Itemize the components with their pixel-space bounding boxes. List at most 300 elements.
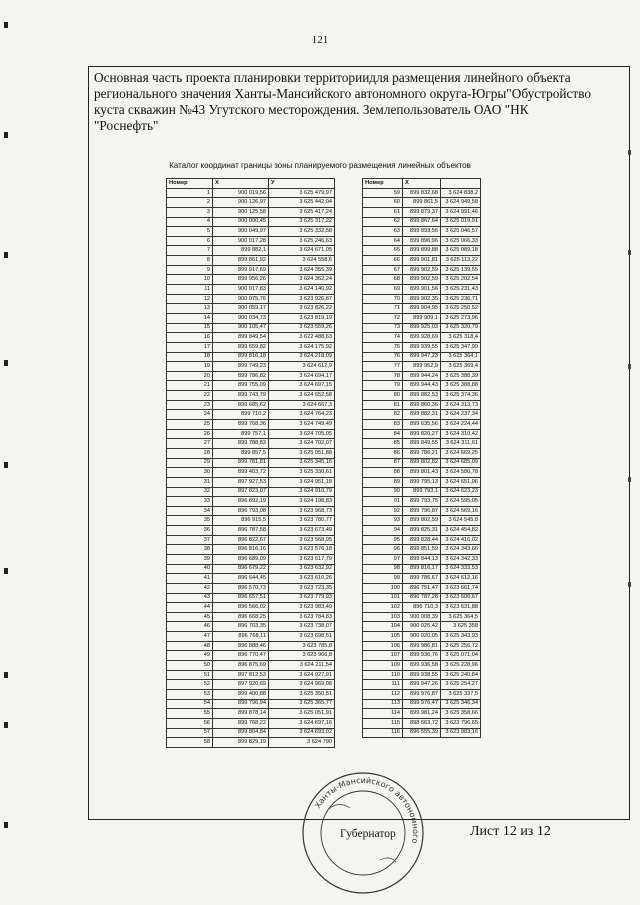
- y-coordinate-cell: 3 624 313,73: [441, 400, 481, 410]
- table-row: [363, 342, 481, 352]
- y-coordinate-cell: 3 625 417,24: [269, 207, 335, 217]
- y-coordinate-cell: 3 624 705,05: [269, 429, 335, 439]
- y-coordinate-cell: 3 625 051,91: [269, 709, 335, 719]
- y-coordinate-cell: 3 625 365,77: [269, 699, 335, 709]
- x-coordinate-cell: 900 020,05: [403, 632, 441, 642]
- point-number-cell: 55: [167, 709, 213, 719]
- x-coordinate-cell: 900 025,42: [403, 622, 441, 632]
- point-number-cell: 6: [167, 236, 213, 246]
- y-coordinate-cell: 3 625 051,88: [269, 448, 335, 458]
- y-coordinate-cell: 3 625 358,66: [441, 709, 481, 719]
- sheet-number: Лист 12 из 12: [470, 824, 551, 839]
- point-number-cell: 82: [363, 410, 403, 420]
- scan-binding-mark: [628, 150, 631, 155]
- table-row: [363, 680, 481, 690]
- column-header-y: У: [269, 179, 335, 189]
- point-number-cell: 31: [167, 477, 213, 487]
- y-coordinate-cell: 3 625 479,97: [269, 188, 335, 198]
- y-coordinate-cell: 3 624 671,05: [269, 246, 335, 256]
- point-number-cell: 77: [363, 362, 403, 372]
- y-coordinate-cell: 3 624 951,18: [269, 477, 335, 487]
- point-number-cell: 74: [363, 333, 403, 343]
- x-coordinate-cell: 899 795,13: [403, 477, 441, 487]
- table-row: [363, 622, 481, 632]
- point-number-cell: 103: [363, 612, 403, 622]
- table-row: [167, 323, 335, 333]
- point-number-cell: 72: [363, 313, 403, 323]
- table-row: [167, 371, 335, 381]
- point-number-cell: 98: [363, 564, 403, 574]
- y-coordinate-cell: 3 624 558,6: [269, 256, 335, 266]
- table-row: [167, 207, 335, 217]
- table-row: [363, 506, 481, 516]
- point-number-cell: 81: [363, 400, 403, 410]
- point-number-cell: 71: [363, 304, 403, 314]
- x-coordinate-cell: 899 893,56: [403, 227, 441, 237]
- y-coordinate-cell: 3 624 454,82: [441, 526, 481, 536]
- coordinates-table-left: [166, 178, 335, 748]
- table-row: [167, 670, 335, 680]
- y-coordinate-cell: 3 624 623,23: [441, 487, 481, 497]
- table-row: [363, 313, 481, 323]
- x-coordinate-cell: 896 816,16: [213, 545, 269, 555]
- table-row: [363, 362, 481, 372]
- y-coordinate-cell: 3 624 651,96: [441, 477, 481, 487]
- y-coordinate-cell: 3 625 350,51: [269, 689, 335, 699]
- x-coordinate-cell: 899 882,53: [403, 391, 441, 401]
- column-header-number: Номер: [363, 179, 403, 189]
- y-coordinate-cell: 3 623 559,26: [269, 323, 335, 333]
- point-number-cell: 24: [167, 410, 213, 420]
- scan-binding-mark: [4, 822, 8, 828]
- y-coordinate-cell: 3 623 576,18: [269, 545, 335, 555]
- scan-binding-mark: [628, 477, 631, 482]
- x-coordinate-cell: 896 566,02: [213, 603, 269, 613]
- y-coordinate-cell: 3 625 202,54: [441, 275, 481, 285]
- table-row: [167, 352, 335, 362]
- y-coordinate-cell: 3 623 968,73: [269, 506, 335, 516]
- x-coordinate-cell: 896 768,11: [213, 632, 269, 642]
- table-row: [363, 554, 481, 564]
- x-coordinate-cell: 896 888,46: [213, 641, 269, 651]
- x-coordinate-cell: 899 829,19: [213, 738, 269, 748]
- point-number-cell: 23: [167, 400, 213, 410]
- table-row: [363, 391, 481, 401]
- scan-binding-mark: [628, 364, 631, 369]
- y-coordinate-cell: 3 624 198,83: [269, 497, 335, 507]
- point-number-cell: 69: [363, 285, 403, 295]
- point-number-cell: 92: [363, 506, 403, 516]
- table-row: [167, 217, 335, 227]
- x-coordinate-cell: 896 751,47: [403, 583, 441, 593]
- y-coordinate-cell: 3 624 342,33: [441, 554, 481, 564]
- table-row: [363, 227, 481, 237]
- scan-binding-mark: [4, 360, 8, 366]
- point-number-cell: 53: [167, 689, 213, 699]
- x-coordinate-cell: 899 781,81: [213, 458, 269, 468]
- table-row: [363, 333, 481, 343]
- point-number-cell: 105: [363, 632, 403, 642]
- table-row: [363, 410, 481, 420]
- x-coordinate-cell: 900 017,28: [213, 236, 269, 246]
- y-coordinate-cell: 3 623 632,92: [269, 564, 335, 574]
- table-row: [167, 285, 335, 295]
- y-coordinate-cell: 3 625 139,55: [441, 265, 481, 275]
- point-number-cell: 8: [167, 256, 213, 266]
- x-coordinate-cell: 899 755,09: [213, 381, 269, 391]
- point-number-cell: 50: [167, 661, 213, 671]
- y-coordinate-cell: 3 624 685,09: [441, 458, 481, 468]
- table-row: [363, 545, 481, 555]
- x-coordinate-cell: 899 944,24: [403, 371, 441, 381]
- table-row: [167, 265, 335, 275]
- point-number-cell: 65: [363, 246, 403, 256]
- y-coordinate-cell: 3 624 838,2: [441, 188, 481, 198]
- table-row: [167, 689, 335, 699]
- y-coordinate-cell: 3 625 071,04: [441, 651, 481, 661]
- table-row: [167, 410, 335, 420]
- table-row: [363, 728, 481, 738]
- y-coordinate-cell: 3 625 388,88: [441, 381, 481, 391]
- table-row: [363, 574, 481, 584]
- table-row: [167, 699, 335, 709]
- y-coordinate-cell: 3 624 333,53: [441, 564, 481, 574]
- table-row: [363, 487, 481, 497]
- table-row: [363, 448, 481, 458]
- point-number-cell: 27: [167, 439, 213, 449]
- y-coordinate-cell: 3 625 236,71: [441, 294, 481, 304]
- header-line: Основная часть проекта планировки территориидля размещения линейного объекта: [94, 70, 571, 85]
- point-number-cell: 79: [363, 381, 403, 391]
- x-coordinate-cell: 896 822,67: [213, 535, 269, 545]
- x-coordinate-cell: 898 663,72: [403, 718, 441, 728]
- x-coordinate-cell: 896 570,73: [213, 583, 269, 593]
- x-coordinate-cell: 899 635,56: [403, 420, 441, 430]
- y-coordinate-cell: 3 622 488,63: [269, 333, 335, 343]
- x-coordinate-cell: 896 703,35: [213, 622, 269, 632]
- y-coordinate-cell: 3 624 612,9: [269, 362, 335, 372]
- x-coordinate-cell: 896 787,58: [213, 526, 269, 536]
- y-coordinate-cell: 3 624 749,49: [269, 420, 335, 430]
- x-coordinate-cell: 896 689,09: [213, 554, 269, 564]
- x-coordinate-cell: 899 902,59: [403, 275, 441, 285]
- point-number-cell: 15: [167, 323, 213, 333]
- y-coordinate-cell: 3 625 273,96: [441, 313, 481, 323]
- table-row: [167, 275, 335, 285]
- x-coordinate-cell: 896 710,3: [403, 603, 441, 613]
- y-coordinate-cell: 3 623 796,65: [441, 718, 481, 728]
- table-row: [167, 641, 335, 651]
- scan-binding-mark: [4, 132, 8, 138]
- coordinates-table-right: [362, 178, 481, 738]
- x-coordinate-cell: 899 786,67: [403, 574, 441, 584]
- x-coordinate-cell: 897 812,53: [213, 670, 269, 680]
- table-row: [363, 632, 481, 642]
- point-number-cell: 33: [167, 497, 213, 507]
- x-coordinate-cell: 899 976,47: [403, 699, 441, 709]
- x-coordinate-cell: 899 857,5: [213, 448, 269, 458]
- x-coordinate-cell: 899 768,22: [213, 718, 269, 728]
- table-row: [363, 285, 481, 295]
- y-coordinate-cell: 3 624 580,78: [441, 468, 481, 478]
- x-coordinate-cell: 899 909,1: [403, 313, 441, 323]
- table-row: [167, 246, 335, 256]
- y-coordinate-cell: 3 624 310,42: [441, 429, 481, 439]
- point-number-cell: 5: [167, 227, 213, 237]
- x-coordinate-cell: 899 936,76: [403, 651, 441, 661]
- x-coordinate-cell: 900 090,45: [213, 217, 269, 227]
- table-row: [167, 227, 335, 237]
- point-number-cell: 116: [363, 728, 403, 738]
- table-row: [363, 439, 481, 449]
- x-coordinate-cell: 899 947,26: [403, 680, 441, 690]
- point-number-cell: 83: [363, 420, 403, 430]
- scan-binding-mark: [628, 582, 631, 587]
- x-coordinate-cell: 899 981,24: [403, 709, 441, 719]
- table-row: [363, 256, 481, 266]
- x-coordinate-cell: 900 034,73: [213, 313, 269, 323]
- x-coordinate-cell: 899 786,82: [213, 371, 269, 381]
- table-row: [363, 400, 481, 410]
- point-number-cell: 95: [363, 535, 403, 545]
- point-number-cell: 49: [167, 651, 213, 661]
- table-row: [167, 342, 335, 352]
- y-coordinate-cell: 3 623 610,26: [269, 574, 335, 584]
- y-coordinate-cell: 3 623 983,49: [269, 603, 335, 613]
- table-row: [167, 381, 335, 391]
- x-coordinate-cell: 899 825,31: [403, 526, 441, 536]
- scan-binding-mark: [4, 252, 8, 258]
- y-coordinate-cell: 3 625 388,39: [441, 371, 481, 381]
- x-coordinate-cell: 899 400,88: [213, 689, 269, 699]
- x-coordinate-cell: 899 796,87: [403, 506, 441, 516]
- y-coordinate-cell: 3 623 661,74: [441, 583, 481, 593]
- point-number-cell: 39: [167, 554, 213, 564]
- point-number-cell: 85: [363, 439, 403, 449]
- point-number-cell: 28: [167, 448, 213, 458]
- column-header-x: X: [403, 179, 441, 189]
- point-number-cell: 35: [167, 516, 213, 526]
- point-number-cell: 75: [363, 342, 403, 352]
- x-coordinate-cell: 899 939,55: [403, 342, 441, 352]
- x-coordinate-cell: 899 786,21: [403, 448, 441, 458]
- y-coordinate-cell: 3 624 652,58: [269, 391, 335, 401]
- x-coordinate-cell: 899 952,9: [403, 362, 441, 372]
- table-row: [363, 526, 481, 536]
- y-coordinate-cell: 3 624 693,02: [269, 728, 335, 738]
- column-header-number: Номер: [167, 179, 213, 189]
- table-row: [167, 709, 335, 719]
- point-number-cell: 22: [167, 391, 213, 401]
- x-coordinate-cell: 900 105,47: [213, 323, 269, 333]
- y-coordinate-cell: 3 624 237,34: [441, 410, 481, 420]
- table-row: [167, 583, 335, 593]
- y-coordinate-cell: 3 624 927,91: [269, 670, 335, 680]
- y-coordinate-cell: 3 625 337,5: [441, 689, 481, 699]
- x-coordinate-cell: 899 861,92: [213, 256, 269, 266]
- y-coordinate-cell: 3 625 318,4: [441, 333, 481, 343]
- scan-binding-mark: [4, 722, 8, 728]
- x-coordinate-cell: 899 901,56: [403, 285, 441, 295]
- point-number-cell: 7: [167, 246, 213, 256]
- table-row: [167, 198, 335, 208]
- point-number-cell: 43: [167, 593, 213, 603]
- x-coordinate-cell: 899 904,95: [403, 304, 441, 314]
- y-coordinate-cell: 3 625 369,4: [441, 362, 481, 372]
- point-number-cell: 9: [167, 265, 213, 275]
- x-coordinate-cell: 899 820,27: [403, 429, 441, 439]
- table-row: [167, 333, 335, 343]
- table-row: [363, 352, 481, 362]
- y-coordinate-cell: 3 625 343,93: [441, 632, 481, 642]
- y-coordinate-cell: 3 624 697,16: [269, 718, 335, 728]
- table-row: [363, 603, 481, 613]
- point-number-cell: 86: [363, 448, 403, 458]
- y-coordinate-cell: 3 624 910,79: [269, 487, 335, 497]
- x-coordinate-cell: 900 125,58: [213, 207, 269, 217]
- x-coordinate-cell: 899 743,79: [213, 391, 269, 401]
- point-number-cell: 47: [167, 632, 213, 642]
- table-row: [167, 458, 335, 468]
- header-line: "Роснефть": [94, 118, 159, 133]
- table-row: [363, 699, 481, 709]
- point-number-cell: 64: [363, 236, 403, 246]
- x-coordinate-cell: 900 017,83: [213, 285, 269, 295]
- point-number-cell: 88: [363, 468, 403, 478]
- x-coordinate-cell: 899 928,69: [403, 333, 441, 343]
- point-number-cell: 37: [167, 535, 213, 545]
- table-row: [363, 583, 481, 593]
- table-row: [167, 429, 335, 439]
- point-number-cell: 61: [363, 207, 403, 217]
- table-row: [167, 718, 335, 728]
- point-number-cell: 87: [363, 458, 403, 468]
- scan-binding-mark: [4, 672, 8, 678]
- y-coordinate-cell: 3 624 355,39: [269, 265, 335, 275]
- y-coordinate-cell: 3 624 991,46: [441, 207, 481, 217]
- point-number-cell: 44: [167, 603, 213, 613]
- point-number-cell: 63: [363, 227, 403, 237]
- point-number-cell: 25: [167, 420, 213, 430]
- table-row: [363, 612, 481, 622]
- x-coordinate-cell: 897 823,07: [213, 487, 269, 497]
- table-row: [363, 516, 481, 526]
- table-row: [167, 236, 335, 246]
- y-coordinate-cell: 3 625 089,18: [441, 246, 481, 256]
- point-number-cell: 51: [167, 670, 213, 680]
- x-coordinate-cell: 899 816,17: [403, 564, 441, 574]
- x-coordinate-cell: 899 851,59: [403, 545, 441, 555]
- x-coordinate-cell: 896 644,45: [213, 574, 269, 584]
- y-coordinate-cell: 3 625 246,63: [269, 236, 335, 246]
- x-coordinate-cell: 899 947,23: [403, 352, 441, 362]
- x-coordinate-cell: 899 878,14: [213, 709, 269, 719]
- point-number-cell: 115: [363, 718, 403, 728]
- x-coordinate-cell: 899 710,2: [213, 410, 269, 420]
- table-row: [167, 564, 335, 574]
- point-number-cell: 97: [363, 554, 403, 564]
- y-coordinate-cell: 3 625 346,34: [441, 699, 481, 709]
- point-number-cell: 17: [167, 342, 213, 352]
- point-number-cell: 111: [363, 680, 403, 690]
- point-number-cell: 46: [167, 622, 213, 632]
- y-coordinate-cell: 3 625 231,43: [441, 285, 481, 295]
- table-row: [363, 420, 481, 430]
- y-coordinate-cell: 3 624 311,61: [441, 439, 481, 449]
- table-row: [167, 256, 335, 266]
- table-row: [363, 381, 481, 391]
- table-row: [167, 612, 335, 622]
- x-coordinate-cell: 899 849,54: [213, 333, 269, 343]
- table-row: [363, 641, 481, 651]
- point-number-cell: 89: [363, 477, 403, 487]
- x-coordinate-cell: 899 882,1: [213, 246, 269, 256]
- point-number-cell: 18: [167, 352, 213, 362]
- x-coordinate-cell: 899 902,35: [403, 294, 441, 304]
- point-number-cell: 104: [363, 622, 403, 632]
- y-coordinate-cell: 3 624 140,92: [269, 285, 335, 295]
- table-row: [167, 477, 335, 487]
- table-row: [363, 304, 481, 314]
- y-coordinate-cell: 3 623 926,87: [269, 294, 335, 304]
- table-row: [363, 217, 481, 227]
- y-coordinate-cell: 3 625 358: [441, 622, 481, 632]
- point-number-cell: 34: [167, 506, 213, 516]
- y-coordinate-cell: 3 624 669,25: [441, 448, 481, 458]
- point-number-cell: 113: [363, 699, 403, 709]
- x-coordinate-cell: 899 882,31: [403, 410, 441, 420]
- y-coordinate-cell: 3 623 826,22: [269, 304, 335, 314]
- y-coordinate-cell: 3 624 702,07: [269, 439, 335, 449]
- point-number-cell: 60: [363, 198, 403, 208]
- table-row: [167, 497, 335, 507]
- table-row: [167, 439, 335, 449]
- x-coordinate-cell: 896 555,39: [403, 728, 441, 738]
- y-coordinate-cell: 3 624 416,02: [441, 535, 481, 545]
- point-number-cell: 52: [167, 680, 213, 690]
- point-number-cell: 78: [363, 371, 403, 381]
- y-coordinate-cell: 3 625 240,84: [441, 670, 481, 680]
- y-coordinate-cell: 3 625 250,52: [441, 304, 481, 314]
- point-number-cell: 106: [363, 641, 403, 651]
- x-coordinate-cell: 899 925,03: [403, 323, 441, 333]
- y-coordinate-cell: 3 624 218,09: [269, 352, 335, 362]
- point-number-cell: 62: [363, 217, 403, 227]
- point-number-cell: 45: [167, 612, 213, 622]
- y-coordinate-cell: 3 623 698,51: [269, 632, 335, 642]
- scan-binding-mark: [4, 462, 8, 468]
- y-coordinate-cell: 3 625 046,57: [441, 227, 481, 237]
- table-row: [363, 661, 481, 671]
- table-row: [363, 477, 481, 487]
- x-coordinate-cell: 896 875,69: [213, 661, 269, 671]
- x-coordinate-cell: 899 956,26: [213, 275, 269, 285]
- point-number-cell: 29: [167, 458, 213, 468]
- page-number: 121: [311, 34, 329, 46]
- x-coordinate-cell: 899 879,37: [403, 207, 441, 217]
- table-row: [363, 246, 481, 256]
- y-coordinate-cell: 3 625 256,72: [441, 641, 481, 651]
- y-coordinate-cell: 3 624 569,16: [441, 506, 481, 516]
- table-row: [363, 651, 481, 661]
- x-coordinate-cell: 899 801,43: [403, 468, 441, 478]
- x-coordinate-cell: 897 927,53: [213, 477, 269, 487]
- point-number-cell: 114: [363, 709, 403, 719]
- point-number-cell: 11: [167, 285, 213, 295]
- x-coordinate-cell: 899 802,59: [403, 516, 441, 526]
- x-coordinate-cell: 899 976,87: [403, 689, 441, 699]
- point-number-cell: 32: [167, 487, 213, 497]
